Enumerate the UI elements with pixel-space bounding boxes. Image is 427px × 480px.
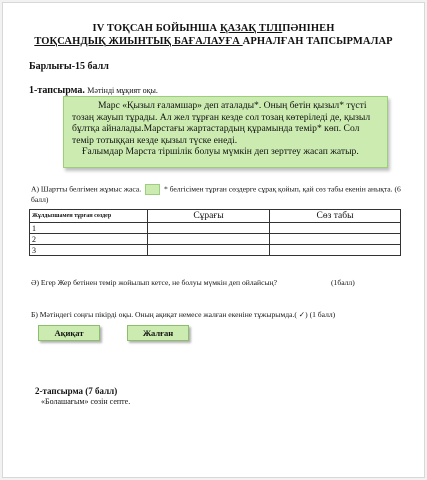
answer-table [29, 209, 401, 256]
table-cell-pos[interactable] [270, 234, 401, 245]
table-cell-pos[interactable] [270, 223, 401, 234]
header-line-2-b: ЖИЫНТЫҚ [105, 36, 174, 47]
table-row-number: 1 [30, 223, 148, 234]
reading-text-paragraph-2: Ғалымдар Марста тіршілік болуы мүмкін деп зерттеу жасап жатыр. [82, 146, 359, 158]
header-line-2-d: АРНАЛҒАН ТАПСЫРМАЛАР [242, 36, 393, 47]
task1-heading [29, 85, 158, 96]
document-page [2, 2, 425, 478]
table-header-question: Сұрағы [148, 210, 270, 223]
question-a [31, 184, 411, 205]
table-header-row [30, 210, 401, 223]
false-button[interactable]: Жалған [127, 325, 189, 341]
table-cell-pos[interactable] [270, 245, 401, 256]
question-ae-text: Ә) Егер Жер бетінен темір жойылып кетсе, не болуы мүмкін деп ойлайсың? [31, 278, 277, 287]
true-button[interactable]: Ақиқат [38, 325, 100, 341]
task1-title: 1-тапсырма. [29, 85, 85, 96]
task1-instruction: Мәтінді мұқият оқы. [87, 86, 158, 95]
task2-text: «Болашағым» сөзін септе. [41, 397, 131, 406]
table-cell-question[interactable] [148, 223, 270, 234]
table-row-number: 2 [30, 234, 148, 245]
header-subject: ҚАЗАҚ ТІЛІ [219, 23, 283, 34]
task2-title: 2-тапсырма (7 балл) [35, 386, 118, 396]
header-line-1-c: ПӘНІНЕН [282, 23, 335, 34]
table-row [30, 223, 401, 234]
reading-text-paragraph-1: Марс «Қызыл ғаламшар» деп аталады*. Оның бетін қызыл* түсті тозаң жауып тұрады. Ал жел тұрған кезде сол тозаң көтеріледі де, қызыл бұлтқа айналады.Марстағы жартастардың құрамында темір* көп. Сол темір тотыққан кезде қызыл түске енеді. [72, 100, 371, 146]
table-header-pos: Сөз табы [270, 210, 401, 223]
header-line-1 [3, 23, 424, 34]
table-row [30, 234, 401, 245]
header-line-2-a: ТОҚСАНДЫҚ [34, 36, 106, 47]
question-ae-points: (1балл) [331, 278, 355, 287]
table-header-words: Жұлдызшамен тұрған сөздер [30, 210, 148, 223]
header-line-2 [3, 36, 424, 47]
reading-text-box [63, 96, 388, 168]
table-cell-question[interactable] [148, 234, 270, 245]
table-row-number: 3 [30, 245, 148, 256]
total-points: Барлығы-15 балл [29, 61, 109, 72]
table-cell-question[interactable] [148, 245, 270, 256]
header-line-2-c: БАҒАЛАУҒА [173, 36, 243, 47]
question-a-text-after: * белгісімен тұрған сөздерге сұрақ қойып, қай сөз табы екенін анықта. (6 балл) [31, 184, 401, 204]
question-ae [31, 278, 411, 287]
header-line-1-a: IV ТОҚСАН БОЙЫНША [92, 23, 220, 34]
table-row [30, 245, 401, 256]
question-b: Б) Мәтіндегі соңғы пікірді оқы. Оның ақиқат немесе жалған екеніне тұжырымда.( ✓) (1 балл) [31, 310, 336, 319]
asterisk-marker-box [145, 184, 160, 195]
question-a-text-before: А) Шартты белгімен жұмыс жаса. [31, 184, 142, 194]
